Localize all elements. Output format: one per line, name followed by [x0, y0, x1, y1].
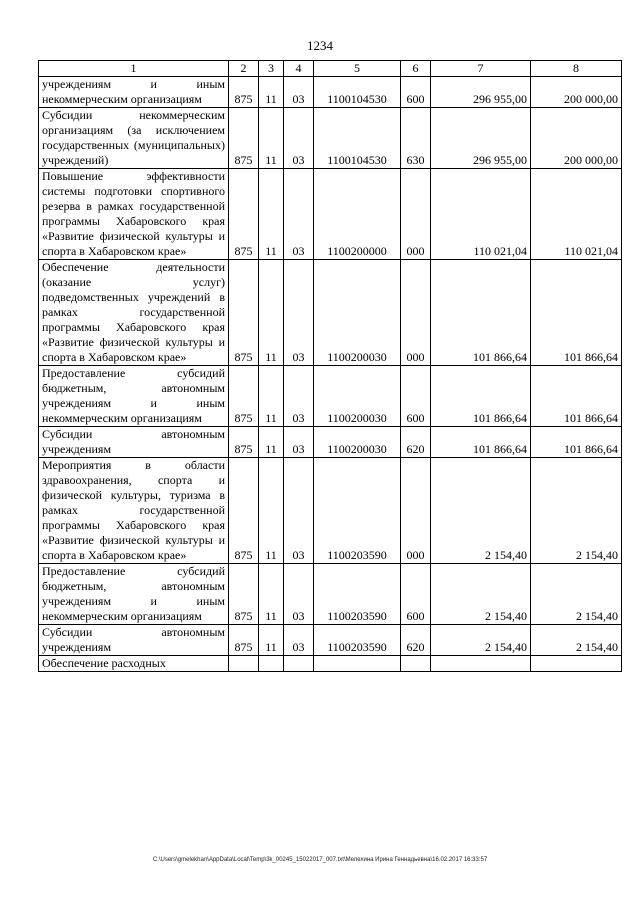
row-expense-type: [401, 656, 431, 672]
row-amount-1: [431, 656, 531, 672]
row-subsection: 03: [284, 260, 314, 366]
row-name: Предоставление субсидий бюджетным, автономным учреждениям и иным некоммерческим организациям: [39, 564, 229, 625]
row-amount-1: 2 154,40: [431, 625, 531, 656]
row-name: Обеспечение расходных: [39, 656, 229, 672]
row-section: 11: [259, 625, 284, 656]
row-expense-type: 000: [401, 458, 431, 564]
row-amount-1: 110 021,04: [431, 169, 531, 260]
row-code: 875: [229, 427, 259, 458]
row-amount-1: 2 154,40: [431, 458, 531, 564]
row-code: 875: [229, 458, 259, 564]
row-expense-type: 600: [401, 366, 431, 427]
row-code: 875: [229, 77, 259, 108]
row-amount-2: 200 000,00: [531, 108, 622, 169]
row-amount-2: 110 021,04: [531, 169, 622, 260]
budget-table: [38, 60, 622, 672]
row-amount-2: [531, 656, 622, 672]
row-code: 875: [229, 108, 259, 169]
row-target-article: 1100200030: [314, 427, 401, 458]
row-section: 11: [259, 260, 284, 366]
row-section: 11: [259, 108, 284, 169]
row-expense-type: 000: [401, 169, 431, 260]
row-subsection: 03: [284, 77, 314, 108]
row-subsection: 03: [284, 169, 314, 260]
column-header: 2: [229, 61, 259, 77]
table-row: [39, 260, 622, 366]
row-amount-2: 101 866,64: [531, 427, 622, 458]
table-row: [39, 458, 622, 564]
row-expense-type: 620: [401, 625, 431, 656]
row-amount-2: 101 866,64: [531, 260, 622, 366]
row-target-article: 1100200000: [314, 169, 401, 260]
row-target-article: 1100200030: [314, 366, 401, 427]
table-row: [39, 108, 622, 169]
row-name: Обеспечение деятельности (оказание услуг) подведомственных учреждений в рамках государственной программы Хабаровского края «Развитие физической культуры и спорта в Хабаровском крае»: [39, 260, 229, 366]
row-section: 11: [259, 458, 284, 564]
header-row: [39, 61, 622, 77]
row-amount-1: 296 955,00: [431, 108, 531, 169]
table-row: [39, 366, 622, 427]
row-section: 11: [259, 564, 284, 625]
row-amount-2: 200 000,00: [531, 77, 622, 108]
row-name: Мероприятия в области здравоохранения, спорта и физической культуры, туризма в рамках государственной программы Хабаровского края «Развитие физической культуры и спорта в Хабаровском крае»: [39, 458, 229, 564]
row-code: 875: [229, 564, 259, 625]
column-header: 5: [314, 61, 401, 77]
table-row: [39, 656, 622, 672]
row-target-article: 1100200030: [314, 260, 401, 366]
table-row: [39, 625, 622, 656]
row-code: 875: [229, 625, 259, 656]
row-code: 875: [229, 260, 259, 366]
row-name: Повышение эффективности системы подготовки спортивного резерва в рамках государственной программы Хабаровского края «Развитие физической культуры и спорта в Хабаровском крае»: [39, 169, 229, 260]
row-amount-1: 2 154,40: [431, 564, 531, 625]
table-row: [39, 77, 622, 108]
row-name: Субсидии автономным учреждениям: [39, 625, 229, 656]
column-header: 6: [401, 61, 431, 77]
row-amount-2: 2 154,40: [531, 458, 622, 564]
row-target-article: 1100104530: [314, 108, 401, 169]
column-header: 3: [259, 61, 284, 77]
row-amount-1: 296 955,00: [431, 77, 531, 108]
row-subsection: 03: [284, 427, 314, 458]
row-amount-1: 101 866,64: [431, 427, 531, 458]
row-amount-2: 2 154,40: [531, 625, 622, 656]
table-row: [39, 169, 622, 260]
row-target-article: [314, 656, 401, 672]
row-name: учреждениям и иным некоммерческим организациям: [39, 77, 229, 108]
row-name: Предоставление субсидий бюджетным, автономным учреждениям и иным некоммерческим организациям: [39, 366, 229, 427]
row-expense-type: 600: [401, 77, 431, 108]
row-amount-2: 2 154,40: [531, 564, 622, 625]
row-subsection: 03: [284, 108, 314, 169]
row-target-article: 1100104530: [314, 77, 401, 108]
row-subsection: 03: [284, 458, 314, 564]
row-expense-type: 000: [401, 260, 431, 366]
table-row: [39, 564, 622, 625]
row-expense-type: 600: [401, 564, 431, 625]
row-section: [259, 656, 284, 672]
row-name: Субсидии некоммерческим организациям (за исключением государственных (муниципальных) учреждений): [39, 108, 229, 169]
row-expense-type: 620: [401, 427, 431, 458]
row-section: 11: [259, 366, 284, 427]
table-row: [39, 427, 622, 458]
column-header: 1: [39, 61, 229, 77]
row-target-article: 1100203590: [314, 564, 401, 625]
row-subsection: 03: [284, 625, 314, 656]
row-subsection: [284, 656, 314, 672]
row-target-article: 1100203590: [314, 458, 401, 564]
file-path-footer: C:\Users\gmelekhan\AppData\Local\Temp\3k_00245_15022017_007.txt\Мелехина Ирина Геннадьевна\16.02.2017 16:33:57: [152, 857, 488, 863]
row-section: 11: [259, 77, 284, 108]
row-target-article: 1100203590: [314, 625, 401, 656]
row-code: [229, 656, 259, 672]
page-number: 1234: [307, 38, 333, 53]
row-subsection: 03: [284, 564, 314, 625]
column-header: 4: [284, 61, 314, 77]
row-amount-2: 101 866,64: [531, 366, 622, 427]
row-section: 11: [259, 169, 284, 260]
column-header: 8: [531, 61, 622, 77]
row-amount-1: 101 866,64: [431, 366, 531, 427]
row-name: Субсидии автономным учреждениям: [39, 427, 229, 458]
row-section: 11: [259, 427, 284, 458]
row-amount-1: 101 866,64: [431, 260, 531, 366]
row-expense-type: 630: [401, 108, 431, 169]
row-subsection: 03: [284, 366, 314, 427]
column-header: 7: [431, 61, 531, 77]
row-code: 875: [229, 366, 259, 427]
row-code: 875: [229, 169, 259, 260]
